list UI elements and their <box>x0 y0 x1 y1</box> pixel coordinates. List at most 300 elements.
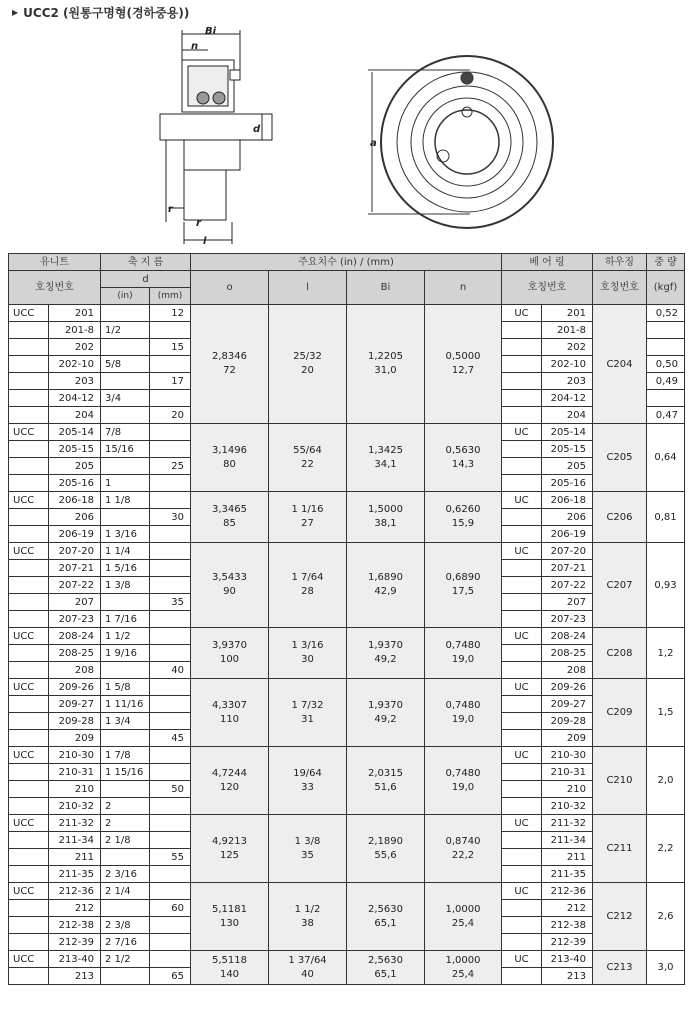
unit-prefix-empty <box>9 322 49 339</box>
unit-prefix-empty <box>9 526 49 543</box>
dim-bi-line: 49,2 <box>374 654 397 665</box>
shaft-in: 1 3/4 <box>101 713 150 730</box>
shaft-in <box>101 407 150 424</box>
shaft-mm <box>150 560 191 577</box>
unit-no: 202 <box>49 339 101 356</box>
dim-bi-line: 1,9370 <box>368 699 403 711</box>
unit-prefix-empty <box>9 407 49 424</box>
dim-o <box>191 543 269 628</box>
bearing-no: 209-27 <box>542 696 593 713</box>
unit-no: 211-34 <box>49 832 101 849</box>
unit-no: 207-20 <box>49 543 101 560</box>
dim-bi-line: 38,1 <box>374 518 397 529</box>
shaft-in: 2 7/16 <box>101 934 150 951</box>
dim-n <box>425 543 502 628</box>
dim-o <box>191 815 269 883</box>
shaft-in: 1 15/16 <box>101 764 150 781</box>
bearing-prefix-empty <box>502 441 542 458</box>
bearing-no: 210-32 <box>542 798 593 815</box>
unit-no: 204-12 <box>49 390 101 407</box>
shaft-in <box>101 730 150 747</box>
header-o: o <box>191 271 269 305</box>
dim-bi <box>347 679 425 747</box>
shaft-in: 15/16 <box>101 441 150 458</box>
unit-prefix-empty <box>9 458 49 475</box>
weight: 3,0 <box>647 951 685 985</box>
dim-n <box>425 679 502 747</box>
bearing-prefix-empty <box>502 917 542 934</box>
bearing-no: 210 <box>542 781 593 798</box>
unit-prefix: UCC <box>9 951 49 968</box>
bearing-prefix: UC <box>502 305 542 322</box>
dim-n-line: 1,0000 <box>445 903 481 915</box>
housing-no: C213 <box>593 951 647 985</box>
dim-bi-line: 51,6 <box>374 781 397 793</box>
dim-n-line: 0,5630 <box>445 444 481 456</box>
housing-no: C207 <box>593 543 647 628</box>
unit-no: 201-8 <box>49 322 101 339</box>
dim-bi <box>347 747 425 815</box>
bearing-no: 209-26 <box>542 679 593 696</box>
bearing-prefix-empty <box>502 458 542 475</box>
dim-o-line: 130 <box>219 917 240 929</box>
dim-n <box>425 424 502 492</box>
unit-prefix-empty <box>9 645 49 662</box>
dim-l-line: 28 <box>301 586 314 597</box>
header-shaft: 축 지 름 <box>101 254 191 271</box>
bearing-prefix-empty <box>502 611 542 628</box>
dim-l-line: 1 3/8 <box>294 835 321 847</box>
housing-no: C206 <box>593 492 647 543</box>
dim-l-line: 27 <box>301 518 314 529</box>
dim-n-line: 19,0 <box>451 713 475 725</box>
dim-o-line: 85 <box>223 518 236 529</box>
header-bearing-no: 호칭번호 <box>502 271 593 305</box>
shaft-in <box>101 509 150 526</box>
shaft-mm <box>150 866 191 883</box>
shaft-in: 2 3/8 <box>101 917 150 934</box>
dim-bi-line: 1,2205 <box>368 351 403 362</box>
shaft-mm <box>150 611 191 628</box>
shaft-mm: 25 <box>150 458 191 475</box>
dim-n-line: 25,4 <box>451 917 475 929</box>
label-bi: Bi <box>205 26 217 37</box>
unit-no: 206-19 <box>49 526 101 543</box>
unit-prefix-empty <box>9 577 49 594</box>
dim-l <box>269 815 347 883</box>
bearing-no: 207 <box>542 594 593 611</box>
shaft-in: 5/8 <box>101 356 150 373</box>
dim-l <box>269 628 347 679</box>
weight: 0,64 <box>647 424 685 492</box>
shaft-in: 2 1/4 <box>101 883 150 900</box>
unit-no: 210-31 <box>49 764 101 781</box>
header-housing: 하우징 <box>593 254 647 271</box>
shaft-mm <box>150 322 191 339</box>
header-unit-no: 호칭번호 <box>9 271 101 305</box>
dim-bi-line: 2,5630 <box>368 954 403 966</box>
dim-o <box>191 679 269 747</box>
shaft-in: 1 1/4 <box>101 543 150 560</box>
dim-bi <box>347 305 425 424</box>
header-bearing: 베 어 링 <box>502 254 593 271</box>
bearing-no: 209 <box>542 730 593 747</box>
unit-prefix: UCC <box>9 815 49 832</box>
header-d-in: (in) <box>101 288 150 305</box>
unit-prefix-empty <box>9 934 49 951</box>
shaft-in: 1 1/8 <box>101 492 150 509</box>
dim-n-line: 0,8740 <box>445 835 481 847</box>
dim-n-line: 0,7480 <box>445 699 481 711</box>
housing-no: C204 <box>593 305 647 424</box>
bearing-no: 204-12 <box>542 390 593 407</box>
dim-bi <box>347 424 425 492</box>
dim-n <box>425 951 502 985</box>
dim-n <box>425 883 502 951</box>
shaft-mm: 40 <box>150 662 191 679</box>
shaft-in: 1 11/16 <box>101 696 150 713</box>
unit-prefix-empty <box>9 866 49 883</box>
shaft-in: 1 5/8 <box>101 679 150 696</box>
bearing-prefix-empty <box>502 798 542 815</box>
dim-l-line: 40 <box>301 968 314 980</box>
bearing-prefix-empty <box>502 849 542 866</box>
header-weight: 중 량 <box>647 254 685 271</box>
unit-prefix-empty <box>9 713 49 730</box>
unit-prefix-empty <box>9 900 49 917</box>
dim-o-line: 100 <box>219 654 240 665</box>
dim-o-line: 4,3307 <box>212 699 247 711</box>
bearing-prefix-empty <box>502 390 542 407</box>
dim-l-line: 1 37/64 <box>288 954 327 966</box>
dim-o-line: 3,3465 <box>212 504 247 515</box>
dim-o <box>191 747 269 815</box>
shaft-in <box>101 900 150 917</box>
spec-table <box>8 253 685 985</box>
bearing-prefix-empty <box>502 866 542 883</box>
technical-drawing <box>0 22 700 250</box>
bearing-prefix-empty <box>502 339 542 356</box>
unit-no: 205-15 <box>49 441 101 458</box>
unit-prefix-empty <box>9 475 49 492</box>
unit-no: 213-40 <box>49 951 101 968</box>
table-row <box>9 305 685 322</box>
unit-prefix-empty <box>9 798 49 815</box>
unit-prefix-empty <box>9 764 49 781</box>
bearing-no: 212-39 <box>542 934 593 951</box>
bearing-prefix: UC <box>502 951 542 968</box>
dim-bi <box>347 543 425 628</box>
label-r-outer: r <box>168 204 173 215</box>
bearing-prefix-empty <box>502 781 542 798</box>
shaft-in <box>101 305 150 322</box>
side-view-drawing <box>160 26 272 247</box>
bearing-no: 206-18 <box>542 492 593 509</box>
unit-prefix-empty <box>9 390 49 407</box>
dim-bi-line: 2,5630 <box>368 903 403 915</box>
bearing-prefix: UC <box>502 543 542 560</box>
bearing-no: 207-22 <box>542 577 593 594</box>
unit-no: 208-25 <box>49 645 101 662</box>
bearing-prefix-empty <box>502 407 542 424</box>
bearing-no: 204 <box>542 407 593 424</box>
bearing-prefix-empty <box>502 475 542 492</box>
bearing-no: 210-30 <box>542 747 593 764</box>
shaft-mm <box>150 764 191 781</box>
unit-no: 203 <box>49 373 101 390</box>
dim-bi-line: 31,0 <box>374 365 397 376</box>
unit-no: 207-23 <box>49 611 101 628</box>
unit-no: 207 <box>49 594 101 611</box>
bearing-no: 208-25 <box>542 645 593 662</box>
unit-no: 208-24 <box>49 628 101 645</box>
table-row <box>9 951 685 968</box>
shaft-in: 1 <box>101 475 150 492</box>
dim-bi-line: 55,6 <box>374 849 397 861</box>
shaft-in <box>101 594 150 611</box>
bearing-no: 201 <box>542 305 593 322</box>
dim-n-line: 25,4 <box>451 968 475 980</box>
dim-bi <box>347 492 425 543</box>
dim-l-line: 1 1/16 <box>291 504 324 515</box>
bearing-prefix-empty <box>502 832 542 849</box>
dim-o <box>191 883 269 951</box>
unit-prefix: UCC <box>9 424 49 441</box>
shaft-in: 1 5/16 <box>101 560 150 577</box>
shaft-in <box>101 373 150 390</box>
bearing-prefix-empty <box>502 645 542 662</box>
bearing-prefix-empty <box>502 934 542 951</box>
dim-bi-line: 42,9 <box>374 586 397 597</box>
label-n: n <box>191 41 199 52</box>
shaft-in: 1 7/16 <box>101 611 150 628</box>
dim-l <box>269 543 347 628</box>
dim-l-line: 31 <box>301 713 314 725</box>
unit-prefix-empty <box>9 917 49 934</box>
shaft-in: 1/2 <box>101 322 150 339</box>
dim-o-line: 4,9213 <box>212 835 247 847</box>
unit-prefix-empty <box>9 560 49 577</box>
unit-prefix-empty <box>9 594 49 611</box>
dim-l <box>269 747 347 815</box>
unit-no: 211-32 <box>49 815 101 832</box>
shaft-mm <box>150 424 191 441</box>
housing-no: C209 <box>593 679 647 747</box>
shaft-mm <box>150 628 191 645</box>
dim-l <box>269 492 347 543</box>
shaft-mm <box>150 934 191 951</box>
table-row <box>9 747 685 764</box>
unit-no: 212-36 <box>49 883 101 900</box>
unit-no: 210 <box>49 781 101 798</box>
unit-no: 206 <box>49 509 101 526</box>
unit-no: 210-30 <box>49 747 101 764</box>
dim-l <box>269 883 347 951</box>
bearing-prefix: UC <box>502 628 542 645</box>
shaft-mm: 65 <box>150 968 191 985</box>
shaft-in <box>101 339 150 356</box>
dim-bi <box>347 951 425 985</box>
weight: 0,47 <box>647 407 685 424</box>
unit-no: 209-27 <box>49 696 101 713</box>
header-d-mm: (mm) <box>150 288 191 305</box>
unit-prefix-empty <box>9 968 49 985</box>
shaft-mm <box>150 577 191 594</box>
shaft-mm <box>150 832 191 849</box>
dim-n-line: 0,6260 <box>445 504 481 515</box>
bearing-no: 209-28 <box>542 713 593 730</box>
bearing-no: 211-34 <box>542 832 593 849</box>
bullet-triangle-icon: ▶ <box>12 8 19 17</box>
table-row <box>9 543 685 560</box>
unit-no: 207-21 <box>49 560 101 577</box>
weight: 2,0 <box>647 747 685 815</box>
dim-l-line: 33 <box>301 781 314 793</box>
bearing-no: 207-21 <box>542 560 593 577</box>
dim-bi-line: 65,1 <box>374 917 397 929</box>
dim-bi-line: 2,0315 <box>368 767 403 779</box>
unit-prefix: UCC <box>9 747 49 764</box>
dim-n <box>425 628 502 679</box>
header-l: l <box>269 271 347 305</box>
header-kgf: (kgf) <box>647 271 685 305</box>
weight <box>647 339 685 356</box>
bearing-no: 212-38 <box>542 917 593 934</box>
dim-o-line: 120 <box>219 781 240 793</box>
bearing-no: 207-23 <box>542 611 593 628</box>
dim-n-line: 12,7 <box>451 365 475 376</box>
bearing-prefix-empty <box>502 662 542 679</box>
dim-l-line: 55/64 <box>293 444 322 456</box>
unit-no: 201 <box>49 305 101 322</box>
bearing-prefix-empty <box>502 356 542 373</box>
bearing-prefix-empty <box>502 322 542 339</box>
shaft-mm <box>150 696 191 713</box>
dim-n-line: 0,7480 <box>445 640 481 651</box>
bearing-no: 205-15 <box>542 441 593 458</box>
shaft-mm <box>150 951 191 968</box>
shaft-mm: 15 <box>150 339 191 356</box>
shaft-in: 2 <box>101 815 150 832</box>
shaft-mm <box>150 883 191 900</box>
shaft-mm <box>150 543 191 560</box>
weight: 0,49 <box>647 373 685 390</box>
shaft-mm: 50 <box>150 781 191 798</box>
unit-prefix: UCC <box>9 492 49 509</box>
dim-l <box>269 424 347 492</box>
bearing-prefix-empty <box>502 696 542 713</box>
shaft-mm <box>150 679 191 696</box>
unit-prefix-empty <box>9 849 49 866</box>
shaft-mm <box>150 713 191 730</box>
unit-no: 212-39 <box>49 934 101 951</box>
bearing-prefix: UC <box>502 424 542 441</box>
dim-bi-line: 1,3425 <box>368 444 403 456</box>
unit-prefix-empty <box>9 441 49 458</box>
bearing-prefix: UC <box>502 492 542 509</box>
bearing-no: 202 <box>542 339 593 356</box>
shaft-mm: 30 <box>150 509 191 526</box>
dim-o <box>191 628 269 679</box>
shaft-in <box>101 849 150 866</box>
bearing-no: 208 <box>542 662 593 679</box>
unit-no: 208 <box>49 662 101 679</box>
shaft-mm <box>150 492 191 509</box>
bearing-prefix-empty <box>502 509 542 526</box>
table-row <box>9 424 685 441</box>
unit-no: 211 <box>49 849 101 866</box>
bearing-no: 211-35 <box>542 866 593 883</box>
page-title <box>12 4 189 21</box>
unit-prefix-empty <box>9 373 49 390</box>
shaft-mm <box>150 475 191 492</box>
dim-bi <box>347 883 425 951</box>
unit-prefix-empty <box>9 356 49 373</box>
header-unit: 유니트 <box>9 254 101 271</box>
shaft-in <box>101 662 150 679</box>
dim-o-line: 110 <box>219 713 240 725</box>
dim-bi-line: 1,6890 <box>368 572 403 583</box>
bearing-prefix-empty <box>502 968 542 985</box>
bearing-prefix-empty <box>502 373 542 390</box>
dim-bi-line: 1,5000 <box>368 504 403 515</box>
shaft-in: 2 3/16 <box>101 866 150 883</box>
unit-prefix-empty <box>9 509 49 526</box>
shaft-in <box>101 968 150 985</box>
bearing-no: 211-32 <box>542 815 593 832</box>
dim-o <box>191 951 269 985</box>
housing-no: C210 <box>593 747 647 815</box>
unit-no: 207-22 <box>49 577 101 594</box>
bearing-no: 212-36 <box>542 883 593 900</box>
unit-no: 206-18 <box>49 492 101 509</box>
shaft-in: 2 1/8 <box>101 832 150 849</box>
shaft-in: 7/8 <box>101 424 150 441</box>
bearing-prefix-empty <box>502 560 542 577</box>
bearing-prefix: UC <box>502 815 542 832</box>
weight: 0,50 <box>647 356 685 373</box>
dim-n-line: 22,2 <box>451 849 475 861</box>
shaft-in: 2 <box>101 798 150 815</box>
dim-n-line: 15,9 <box>451 518 475 529</box>
dim-n-line: 19,0 <box>451 781 475 793</box>
bearing-prefix-empty <box>502 577 542 594</box>
header-bi: Bi <box>347 271 425 305</box>
shaft-mm <box>150 798 191 815</box>
dim-n-line: 1,0000 <box>445 954 481 966</box>
shaft-mm <box>150 441 191 458</box>
dim-n-line: 0,7480 <box>445 767 481 779</box>
dim-l-line: 20 <box>301 365 314 376</box>
dim-l <box>269 951 347 985</box>
label-l: l <box>203 236 207 247</box>
unit-prefix-empty <box>9 696 49 713</box>
shaft-in: 2 1/2 <box>101 951 150 968</box>
bearing-no: 213-40 <box>542 951 593 968</box>
dim-n <box>425 815 502 883</box>
bearing-no: 203 <box>542 373 593 390</box>
unit-no: 204 <box>49 407 101 424</box>
housing-no: C212 <box>593 883 647 951</box>
unit-prefix: UCC <box>9 679 49 696</box>
weight: 1,2 <box>647 628 685 679</box>
dim-bi-line: 65,1 <box>374 968 397 980</box>
unit-no: 209 <box>49 730 101 747</box>
weight: 2,6 <box>647 883 685 951</box>
header-n: n <box>425 271 502 305</box>
unit-no: 210-32 <box>49 798 101 815</box>
dim-bi-line: 49,2 <box>374 713 397 725</box>
